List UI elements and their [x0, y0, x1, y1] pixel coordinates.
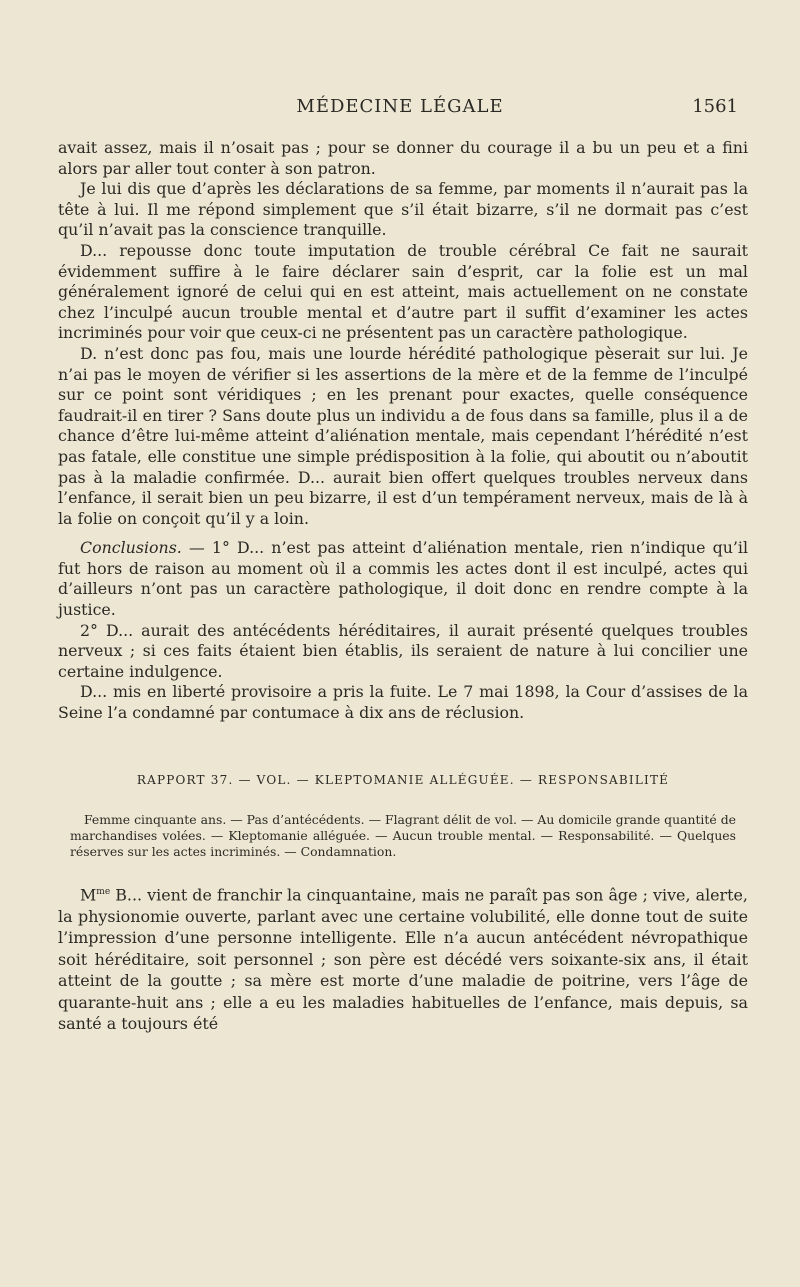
conclusion-point-1: — 1° D... n’est pas atteint d’aliénation mentale, rien n’indique qu’il fut hors de raison au moment où il a commis les actes dont il est inculpé, actes qui d’ailleurs n’ont pas un caractère pathologique, il doit donc en rendre compte à la justice.: [58, 538, 748, 620]
paragraph: D. n’est donc pas fou, mais une lourde hérédité pathologique pèserait sur lui. Je n’ai pas le moyen de vérifier si les assertions de la mère et de la femme de l’inculpé sur ce point sont véridiques ; en les prenant pour exactes, quelle conséquence faudrait-il en tirer ? Sans doute plus un individu a de fous dans sa famille, plus il a de chance d’être lui-même atteint d’aliénation mentale, mais cependant l’hérédité n’est pas fatale, elle constitue une simple prédisposition à la folie, qui aboutit ou n’aboutit pas à la maladie confirmée. D... aurait bien offert quelques troubles nerveux dans l’enfance, il serait bien un peu bizarre, il est d’un tempérament nerveux, mais de là à la folie on conçoit qu’il y a loin.: [58, 343, 748, 528]
conclusion-point-2: 2° D... aurait des antécédents héréditaires, il aurait présenté quelques troubles nerveux ; si ces faits étaient bien établis, ils seraient de nature à lui concilier une certaine indulgence.: [58, 620, 748, 681]
case-text: B... vient de franchir la cinquantaine, mais ne paraît pas son âge ; vive, alerte, la physionomie ouverte, parlant avec une certaine volubilité, elle donne tout de suite l’impression d’une personne intelligente. Elle n’a aucun antécédent névropathique soit héréditaire, soit personnel ; son père est décédé vers soixante-six ans, il était atteint de la goutte ; sa mère est morte d’une maladie de poitrine, vers l’âge de quarante-huit ans ; elle a eu les maladies habituelles de l’enfance, mais depuis, sa santé a toujours été: [58, 885, 748, 1033]
case-title-sup: me: [96, 887, 111, 898]
running-title: MÉDECINE LÉGALE: [296, 96, 504, 117]
paragraph: avait assez, mais il n’osait pas ; pour se donner du courage il a bu un peu et a fini alors par aller tout conter à son patron.: [58, 138, 748, 178]
paragraph: Je lui dis que d’après les déclarations de sa femme, par moments il n’aurait pas la tête à lui. Il me répond simplement que s’il était bizarre, s’il ne dormait pas c’est qu’il n’avait pas la conscience tranquille.: [58, 179, 748, 240]
outcome-paragraph: D... mis en liberté provisoire a pris la fuite. Le 7 mai 1898, la Cour d’assises de la Seine l’a condamné par contumace à dix ans de réclusion.: [58, 682, 748, 723]
case-paragraph: [58, 882, 748, 1034]
body-text: [58, 138, 748, 1034]
page-header: [0, 96, 800, 120]
conclusions-label: Conclusions.: [80, 538, 182, 558]
conclusions-paragraph: [58, 538, 748, 620]
paragraph: D... repousse donc toute imputation de trouble cérébral Ce fait ne saurait évidemment suffire à le faire déclarer sain d’esprit, car la folie est un mal généralement ignoré de celui qui en est atteint, mais actuellement on ne constate chez l’inculpé aucun trouble mental et d’autre part il suffit d’examiner les actes incriminés pour voir que ceux-ci ne présentent pas un caractère pathologique.: [58, 240, 748, 343]
page-number: 1561: [692, 96, 738, 117]
section-heading: RAPPORT 37. — VOL. — KLEPTOMANIE ALLÉGUÉE. — RESPONSABILITÉ: [136, 772, 670, 787]
section-summary: Femme cinquante ans. — Pas d’antécédents. — Flagrant délit de vol. — Au domicile grande quantité de marchandises volées. — Kleptomanie alléguée. — Aucun trouble mental. — Responsabilité. — Quelques réserves sur les actes incriminés. — Condamnation.: [70, 812, 736, 860]
case-title-abbrev: M: [80, 885, 97, 905]
